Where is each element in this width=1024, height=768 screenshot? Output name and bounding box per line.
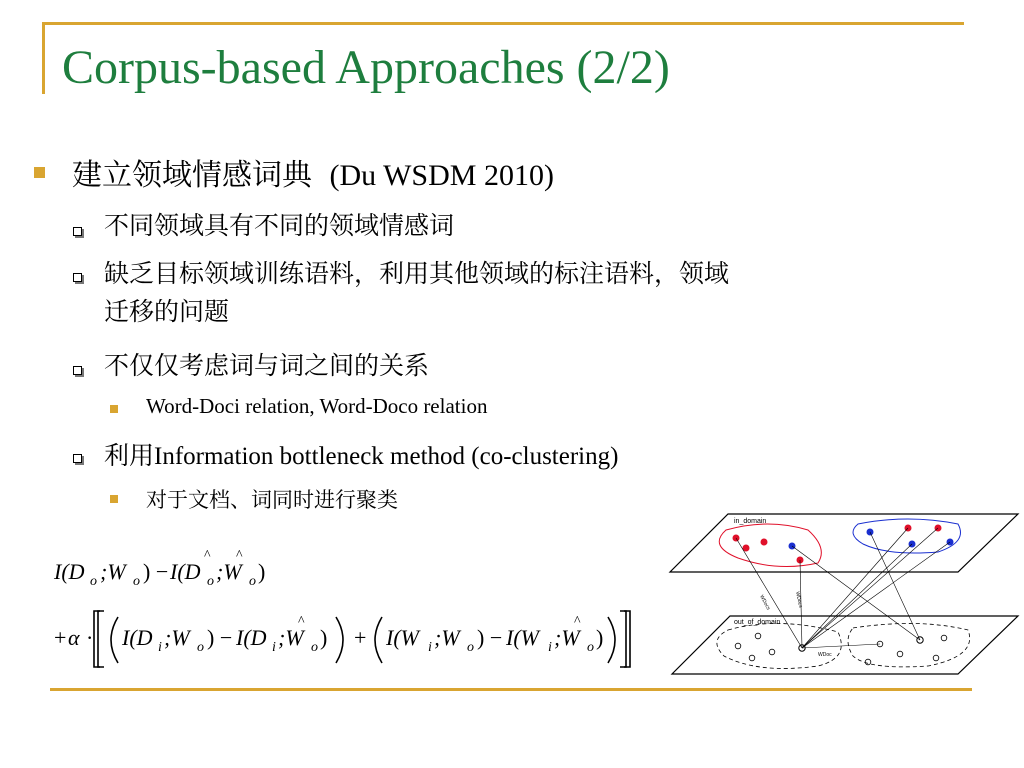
bullet-square: [34, 167, 45, 178]
out-of-domain-plane: [672, 616, 1018, 674]
edge-label: WDocs: [794, 591, 804, 609]
svg-text:I(D: I(D: [170, 559, 201, 584]
svg-text:) −: ) −: [207, 625, 233, 650]
bullet-hollow-square: [73, 454, 82, 463]
bullet-square-small: [110, 495, 118, 503]
svg-text:o: o: [133, 574, 140, 589]
svg-text:): ): [596, 625, 604, 650]
sub-bullet-4: [104, 436, 618, 472]
bullet-hollow-square: [73, 227, 82, 236]
in-domain-label: in_domain: [734, 518, 767, 525]
svg-text:I(W: I(W: [506, 625, 539, 650]
in-domain-plane: [670, 514, 1018, 572]
svg-text:I(D: I(D: [54, 559, 85, 584]
slide-title: Corpus-based Approaches (2/2): [62, 41, 670, 94]
svg-text:) −: ) −: [477, 625, 503, 650]
svg-text:^: ^: [236, 548, 243, 563]
out-of-domain-label: out_of_domain: [734, 619, 781, 626]
svg-text:o: o: [249, 574, 256, 589]
bullet-main-ref: (Du WSDM 2010): [329, 159, 554, 192]
svg-text:;W: ;W: [434, 625, 460, 650]
sub-bullet-3-item: Word-Doci relation, Word-Doco relation: [146, 394, 488, 418]
bullet-square-small: [110, 405, 118, 413]
formula-line-2: [54, 611, 630, 667]
svg-text:;W: ;W: [216, 559, 242, 584]
bullet-hollow-square: [73, 366, 82, 375]
sub-bullet-4-cn: 利用: [104, 443, 155, 470]
svg-text:): ): [258, 559, 266, 584]
svg-text:i: i: [428, 640, 432, 655]
svg-text:;W: ;W: [164, 625, 190, 650]
objective-formula: [52, 545, 632, 675]
formula-line-1: [53, 548, 265, 589]
edge-label: WDocs: [758, 594, 772, 612]
sub-bullet-2-line2: 迁移的问题: [104, 299, 230, 326]
co-clustering-diagram: [668, 508, 1020, 680]
bullet-main-cn: 建立领域情感词典: [72, 159, 312, 192]
svg-text:^: ^: [298, 614, 305, 629]
svg-text:I(D: I(D: [236, 625, 267, 650]
sub-bullet-4-item: 对于文档、词同时进行聚类: [146, 488, 398, 512]
svg-text:^: ^: [574, 614, 581, 629]
svg-text:i: i: [548, 640, 552, 655]
edge-label: WDoc: [818, 652, 832, 658]
svg-text:o: o: [197, 640, 204, 655]
svg-text:+: +: [54, 625, 67, 650]
frame-left-line: [42, 22, 45, 94]
sub-bullet-4-en: Information bottleneck method (co-clustering): [154, 443, 619, 470]
svg-text:i: i: [158, 640, 162, 655]
svg-text:o: o: [207, 574, 214, 589]
svg-text:I(D: I(D: [122, 625, 153, 650]
svg-text:^: ^: [204, 548, 211, 563]
svg-text:o: o: [467, 640, 474, 655]
bullet-main: [72, 150, 554, 194]
bullet-hollow-square: [73, 273, 82, 282]
sub-bullet-2-line1: 缺乏目标领域训练语料，利用其他领域的标注语料，领域: [104, 261, 730, 288]
svg-text:o: o: [587, 640, 594, 655]
svg-text:o: o: [90, 574, 97, 589]
svg-text:) −: ) −: [143, 559, 169, 584]
svg-text:o: o: [311, 640, 318, 655]
frame-top-line: [42, 22, 964, 25]
svg-text:;W: ;W: [100, 559, 126, 584]
svg-text:+: +: [354, 625, 367, 650]
sub-bullet-3: 不仅仅考虑词与词之间的关系: [104, 353, 430, 380]
svg-text:;W: ;W: [554, 625, 580, 650]
frame-bottom-line: [50, 688, 972, 691]
svg-text:): ): [320, 625, 328, 650]
red-dot: [761, 539, 768, 546]
svg-text:α: α: [68, 625, 80, 650]
svg-text:;W: ;W: [278, 625, 304, 650]
svg-text:i: i: [272, 640, 276, 655]
sub-bullet-1: 不同领域具有不同的领域情感词: [104, 213, 455, 240]
svg-text:·: ·: [86, 625, 94, 650]
svg-text:I(W: I(W: [386, 625, 419, 650]
